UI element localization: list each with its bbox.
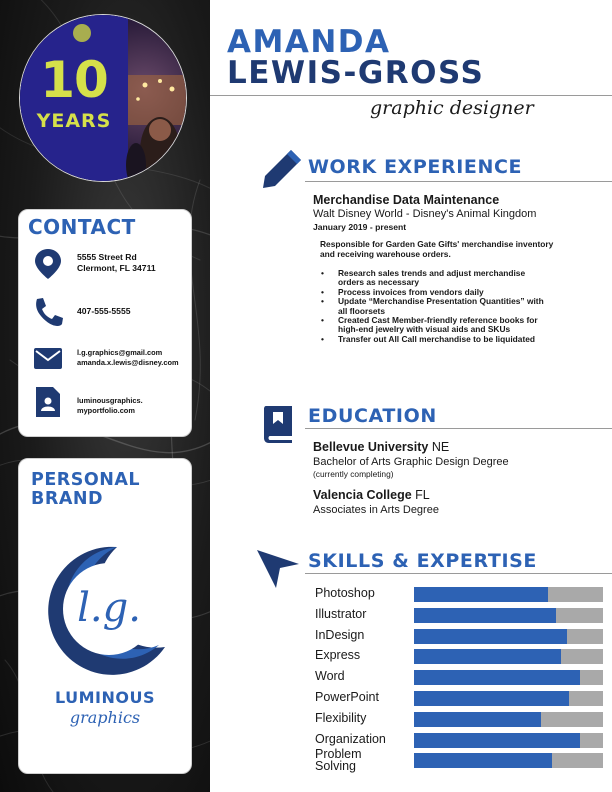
portfolio-line-2[interactable]: myportfolio.com — [77, 406, 135, 415]
skill-label: Organization — [315, 732, 386, 746]
header-divider — [210, 95, 612, 96]
job-dates: January 2019 - present — [313, 222, 407, 232]
logo-word-graphics: graphics — [69, 708, 141, 727]
list-item: • Created Cast Member-friendly reference books for high-end jewelry with visual aids and SKUs — [320, 316, 550, 335]
job-title: Merchandise Data Maintenance — [313, 193, 500, 207]
portfolio-icon — [33, 386, 63, 418]
logo-word-luminous: LUMINOUS — [55, 688, 155, 707]
map-pin-icon — [33, 248, 63, 280]
skill-bar — [414, 587, 603, 602]
skill-bar — [414, 629, 603, 644]
skill-label: Illustrator — [315, 607, 367, 621]
skill-label: InDesign — [315, 628, 365, 642]
profile-photo — [19, 14, 187, 182]
logo-monogram: l.g. — [77, 585, 141, 631]
pencil-icon — [261, 148, 303, 190]
phone-icon — [33, 296, 63, 328]
last-name: LEWIS-GROSS — [227, 55, 485, 91]
skill-bar-fill — [414, 733, 580, 748]
list-item: • Transfer out All Call merchandise to be liquidated — [320, 335, 550, 344]
skill-label: Flexibility — [315, 711, 367, 725]
personal-brand-card — [18, 458, 192, 774]
email-primary[interactable]: l.g.graphics@gmail.com — [77, 348, 163, 357]
job-summary: Responsible for Garden Gate Gifts' merchandise inventory and receiving warehouse orders. — [320, 239, 554, 259]
education-note-1: (currently completing) — [313, 469, 394, 479]
education-divider — [305, 428, 612, 429]
list-item: • Process invoices from vendors daily — [320, 288, 550, 297]
school-state: NE — [431, 440, 450, 454]
skill-bar — [414, 733, 603, 748]
education-degree-2: Associates in Arts Degree — [313, 504, 439, 516]
skill-bar-fill — [414, 629, 567, 644]
school-name: Valencia College — [313, 488, 412, 502]
personal-brand-heading: PERSONAL BRAND — [31, 470, 141, 509]
skill-bar-fill — [414, 649, 561, 664]
education-school-2 — [313, 488, 430, 502]
envelope-icon — [33, 342, 63, 374]
contact-card — [18, 209, 192, 437]
job-duties-list — [320, 269, 550, 344]
badge-number: 10 — [40, 51, 108, 109]
education-degree-1: Bachelor of Arts Graphic Design Degree — [313, 456, 509, 468]
list-item: • Research sales trends and adjust merchandise orders as necessary — [320, 269, 550, 288]
skill-bar — [414, 670, 603, 685]
luminous-graphics-logo — [47, 545, 167, 677]
skills-divider — [305, 573, 612, 574]
first-name: AMANDA — [227, 24, 391, 60]
job-employer: Walt Disney World - Disney's Animal Kingdom — [313, 208, 537, 220]
badge-word: YEARS — [36, 110, 112, 132]
work-experience-heading: WORK EXPERIENCE — [308, 156, 523, 178]
skill-label: Problem Solving — [315, 747, 362, 773]
book-icon — [262, 404, 294, 444]
skill-bar-fill — [414, 608, 556, 623]
email-secondary[interactable]: amanda.x.lewis@disney.com — [77, 358, 179, 367]
sidebar — [0, 0, 210, 792]
portfolio-line-1[interactable]: luminousgraphics. — [77, 396, 143, 405]
skill-bar — [414, 712, 603, 727]
skill-label: PowerPoint — [315, 690, 379, 704]
skill-label: Word — [315, 669, 345, 683]
skill-label: Express — [315, 648, 361, 662]
skill-bar-fill — [414, 670, 580, 685]
skill-bar — [414, 608, 603, 623]
school-state: FL — [415, 488, 430, 502]
skill-bar-fill — [414, 753, 552, 768]
skill-bar-fill — [414, 587, 548, 602]
work-divider — [305, 181, 612, 182]
cursor-arrow-icon — [256, 548, 300, 590]
list-item: • Update “Merchandise Presentation Quantities” with all floorsets — [320, 297, 550, 316]
skill-bar — [414, 691, 603, 706]
education-heading: EDUCATION — [308, 405, 437, 427]
address-line-2: Clermont, FL 34711 — [77, 263, 156, 273]
skill-bar — [414, 649, 603, 664]
job-role: graphic designer — [370, 97, 534, 119]
skills-heading: SKILLS & EXPERTISE — [308, 550, 537, 572]
skill-bar-fill — [414, 712, 541, 727]
school-name: Bellevue University — [313, 440, 429, 454]
address-line-1: 5555 Street Rd — [77, 252, 137, 262]
skill-bar-fill — [414, 691, 569, 706]
education-school-1 — [313, 440, 449, 454]
skill-label: Photoshop — [315, 586, 375, 600]
contact-heading: CONTACT — [28, 215, 136, 239]
skill-bar — [414, 753, 603, 768]
phone-number[interactable]: 407-555-5555 — [77, 306, 131, 316]
